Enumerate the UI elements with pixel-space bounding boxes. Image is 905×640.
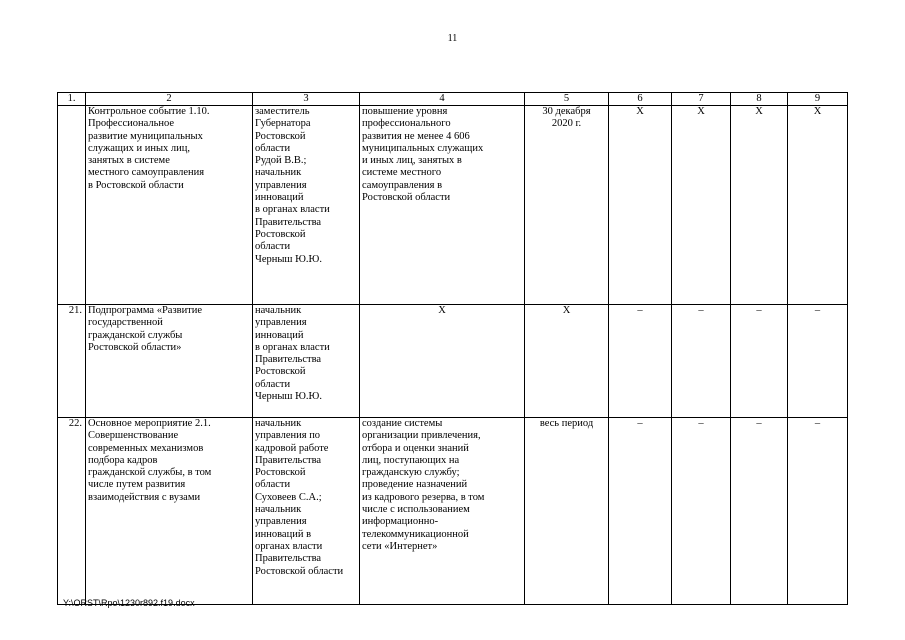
expected-result: Х xyxy=(360,305,525,418)
cell-col7: Х xyxy=(672,106,731,305)
column-header: 5 xyxy=(525,93,609,106)
page-number: 11 xyxy=(447,33,458,44)
cell-col9: – xyxy=(788,305,848,418)
cell-col6: – xyxy=(609,418,672,605)
column-header: 7 xyxy=(672,93,731,106)
table-row xyxy=(58,418,848,605)
column-header: 9 xyxy=(788,93,848,106)
responsible: заместитель Губернатора Ростовской области Рудой В.В.; начальник управления инноваций в органах власти Правительства Ростовской области Черныш Ю.Ю. xyxy=(253,106,360,305)
cell-col6: – xyxy=(609,305,672,418)
expected-result: создание системы организации привлечения, отбора и оценки знаний лиц, поступающих на гражданскую службу; проведение назначений из кадрового резерва, в том числе с использованием информационно- телекоммуникационной сети «Интернет» xyxy=(360,418,525,605)
row-number: 21. xyxy=(58,305,86,418)
deadline: 30 декабря 2020 г. xyxy=(525,106,609,305)
cell-col8: – xyxy=(731,418,788,605)
event-name: Подпрограмма «Развитие государственной гражданской службы Ростовской области» xyxy=(86,305,253,418)
table-row xyxy=(58,106,848,305)
plan-table xyxy=(57,92,848,605)
cell-col7: – xyxy=(672,305,731,418)
column-header: 1. xyxy=(58,93,86,106)
column-header: 6 xyxy=(609,93,672,106)
deadline: Х xyxy=(525,305,609,418)
responsible: начальник управления по кадровой работе Правительства Ростовской области Суховеев С.А.; начальник управления инноваций в органах власти Правительства Ростовской области xyxy=(253,418,360,605)
document-file-path: Y:\ORST\Rpo\1230r892.f19.docx xyxy=(63,598,195,608)
column-header: 2 xyxy=(86,93,253,106)
column-header: 8 xyxy=(731,93,788,106)
cell-col6: Х xyxy=(609,106,672,305)
header-row xyxy=(58,93,848,106)
row-number xyxy=(58,106,86,305)
cell-col9: – xyxy=(788,418,848,605)
deadline: весь период xyxy=(525,418,609,605)
column-header: 3 xyxy=(253,93,360,106)
event-name: Контрольное событие 1.10. Профессиональное развитие муниципальных служащих и иных лиц, занятых в системе местного самоуправления в Ростовской области xyxy=(86,106,253,305)
event-name: Основное мероприятие 2.1. Совершенствование современных механизмов подбора кадров гражданской службы, в том числе путем развития взаимодействия с вузами xyxy=(86,418,253,605)
responsible: начальник управления инноваций в органах власти Правительства Ростовской области Черныш Ю.Ю. xyxy=(253,305,360,418)
cell-col7: – xyxy=(672,418,731,605)
expected-result: повышение уровня профессионального развития не менее 4 606 муниципальных служащих и иных лиц, занятых в системе местного самоуправления в Ростовской области xyxy=(360,106,525,305)
column-header: 4 xyxy=(360,93,525,106)
cell-col9: Х xyxy=(788,106,848,305)
cell-col8: – xyxy=(731,305,788,418)
table-row xyxy=(58,305,848,418)
row-number: 22. xyxy=(58,418,86,605)
cell-col8: Х xyxy=(731,106,788,305)
